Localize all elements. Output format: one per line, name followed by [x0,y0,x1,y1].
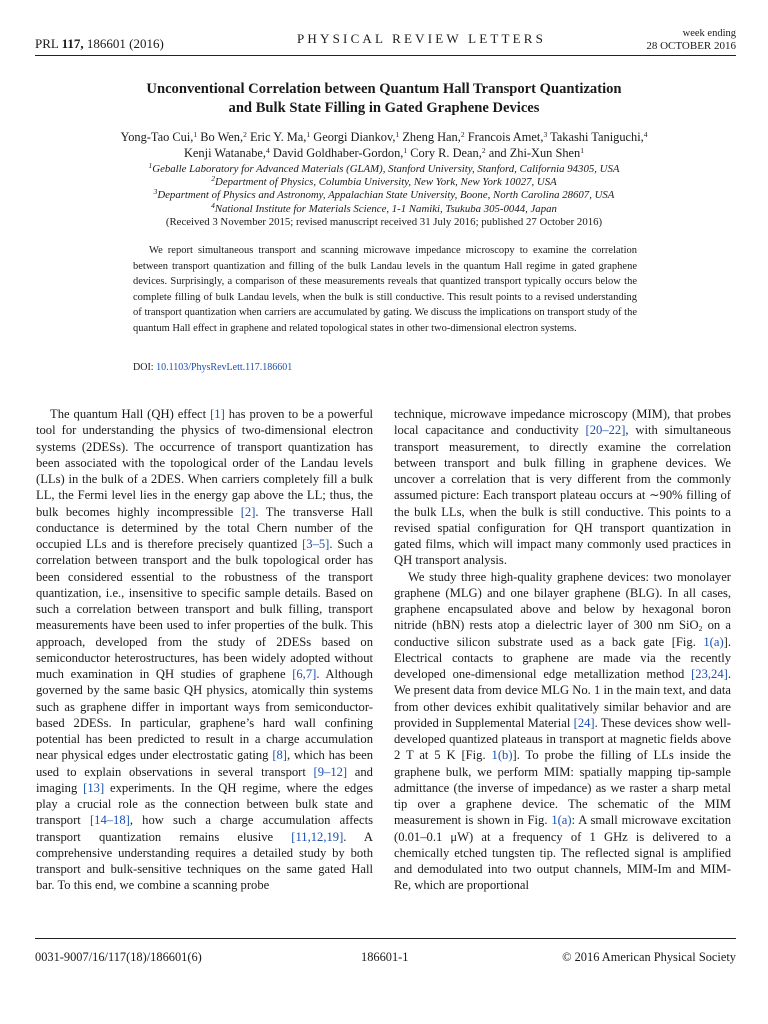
affiliation: $^2$Department of Physics, Columbia University, New York, New York 10027, USA [211,174,557,189]
reference-link[interactable]: [3–5] [302,537,330,551]
title-line-1: Unconventional Correlation between Quantum Hall Transport Quantization [146,81,622,97]
header-rule [35,55,736,56]
title-line-2: and Bulk State Filling in Gated Graphene Devices [228,100,540,116]
running-header [35,28,736,54]
authors-line-1: Yong-Tao Cui,$^1$ Bo Wen,$^2$ Eric Y. Ma,$^1$ Georgi Diankov,$^1$ Zheng Han,$^2$ Francois Amet,$^3$ Takashi Taniguchi,$^4$ [120,130,648,144]
author: Georgi Diankov, [313,130,396,144]
author: Cory R. Dean, [410,145,482,160]
author: Takashi Taniguchi, [550,130,644,144]
author: Yong-Tao Cui, [120,130,194,144]
author: and Zhi-Xun Shen [488,145,581,160]
reference-link[interactable]: [1] [210,407,225,421]
affiliation: $^4$National Institute for Materials Science, 1-1 Namiki, Tsukuba 305-0044, Japan [211,200,557,215]
journal-name: PHYSICAL REVIEW LETTERS [297,31,547,46]
paragraph: technique, microwave impedance microscopy (MIM), that probes local capacitance and conductivity [20–22], with simultaneous transport measurement, to directly examine the correlation between transport and bulk filling in graphene devices. We uncover a correlation that is very different from the commonly assumed picture: Each transport plateau occurs at ∼90% filling of the bulk LLs, when the bulk is still conductive. This points to a revised spatial configuration for QH transport quantization in gated films, which will impact many commonly used practices in QH transport analysis. [394,407,731,568]
figure-link[interactable]: 1(a) [703,634,724,649]
footer-rule [35,938,736,939]
affiliations [40,163,728,229]
author: Kenji Watanabe, [183,145,267,160]
doi-link[interactable]: 10.1103/PhysRevLett.117.186601 [156,362,293,373]
citation: PRL 117, 186601 (2016) [35,36,164,51]
affiliation: $^3$Department of Physics and Astronomy, Appalachian State University, Boone, North Carolina 28607, USA [153,187,615,202]
week-date: 28 OCTOBER 2016 [646,40,736,52]
author-list [40,130,728,161]
body-column-right [394,406,731,894]
author: Francois Amet, [467,130,544,144]
reference-link[interactable]: [2] [240,504,256,519]
figure-link[interactable]: 1(a) [551,813,572,828]
copyright: © 2016 American Physical Society [562,950,736,964]
issue-date [646,28,736,52]
body-column-left [36,406,373,894]
reference-link[interactable]: [24] [573,715,595,730]
paragraph: We study three high-quality graphene devices: two monolayer graphene (MLG) and one bilayer graphene (BLG). In all cases, graphene encapsulated above and below by hexagonal boron nitride (hBN) rests atop a dielectric layer of 300 nm SiO$_2$ on a conductive silicon substrate used as a back gate [Fig. 1(a)]. Electrical contacts to graphene are made via the recently developed one-dimensional edge metallization method [23,24]. We present data from device MLG No. 1 in the main text, and data from other devices exhibit qualitatively similar behavior and are provided in Supplemental Material [24]. These devices show well-developed quantized plateaus in transport at magnetic fields above 2 T at 5 K [Fig. 1(b)]. To probe the filling of LLs inside the graphene bulk, we perform MIM: spatially mapping tip-sample admittance (the inverse of impedance) as we raster a sharp metal tip over a graphene device. The schematic of the MIM measurement is shown in Fig. 1(a): A small microwave excitation (0.01–0.1 μW) at a frequency of 1 GHz is delivered to a chemically etched tungsten tip. The reflected signal is amplified and demodulated into two output channels, MIM-Im and MIM-Re, which are proportional [394,569,732,893]
author: Eric Y. Ma, [249,130,307,144]
article-code: 0031-9007/16/117(18)/186601(6) [35,950,202,964]
page-footer [35,950,736,968]
paper-title [40,80,728,118]
author: Zheng Han, [402,130,461,144]
reference-link[interactable]: [9–12] [313,764,348,779]
reference-link[interactable]: [14–18] [89,813,130,828]
author: David Goldhaber-Gordon, [272,145,404,160]
reference-link[interactable]: [13] [83,780,105,795]
figure-link[interactable]: 1(b) [491,748,513,763]
reference-link[interactable]: [11,12,19] [291,829,344,844]
doi-label: DOI: [133,362,154,373]
reference-link[interactable]: [23,24] [691,667,728,681]
doi-line [133,362,292,373]
reference-link[interactable]: [20–22] [585,423,626,438]
affiliation: $^1$Geballe Laboratory for Advanced Materials (GLAM), Stanford University, Stanford, California 94305, USA [148,161,620,175]
year: (2016) [129,36,164,51]
authors-line-2: Kenji Watanabe,$^4$ David Goldhaber-Gordon,$^1$ Cory R. Dean,$^2$ and Zhi-Xun Shen$^1$ [183,145,585,160]
author: Bo Wen, [200,130,244,144]
volume: 117 [61,36,81,51]
reference-link[interactable]: [8] [272,748,287,763]
reference-link[interactable]: [6,7] [292,667,317,681]
page-number: 186601-1 [361,950,409,964]
paragraph: The quantum Hall (QH) effect [1] has proven to be a powerful tool for understanding the physics of two-dimensional electron systems (2DESs). The occurrence of transport quantization has been associated with the topological order of the Landau levels (LLs) in the bulk of a 2DES. When carriers completely fill a bulk LL, the Fermi level lies in the energy gap above the LL; thus, the bulk becomes highly incompressible [2]. The transverse Hall conductance is determined by the total Chern number of the occupied LLs and is therefore precisely quantized [3–5]. Such a correlation between transport and the bulk topological order has been considered essential to the robustness of the transport quantization, i.e., insensitive to specific sample details. Based on such a correlation between transport and bulk filling, transport measurements have been used to infer properties of the bulk. This approach, developed from the study of 2DESs based on semiconductor heterostructures, has been widely adopted without much examination in QH studies of graphene [6,7]. Although governed by the same basic QH physics, atomically thin systems such as graphene differ in important ways from semiconductor-based 2DESs. In particular, graphene’s hard wall confining potential has been predicted to result in a charge accumulation near physical edges under electrostatic gating [8], which has been used to explain observations in several transport [9–12] and imaging [13] experiments. In the QH regime, where the edges play a crucial role as the connection between bulk state and transport [14–18], how such a charge accumulation affects transport quantization remains elusive [11,12,19]. A comprehensive understanding requires a detailed study by both transport and bulk-sensitive techniques on the same gated Hall bar. To this end, we combine a scanning probe [36,407,373,893]
abstract [133,243,637,337]
abstract-text: We report simultaneous transport and scanning microwave impedance microscopy to examine the correlation between transport quantization and filling of the bulk Landau levels in the quantum Hall regime in gated graphene devices. Surprisingly, a comparison of these measurements reveals that quantized transport typically occurs below the complete filling of bulk Landau levels, when the bulk is still conductive. This result points to a revised understanding of transport quantization when carriers are accumulated by gating. We discuss the implications on transport study of the quantum Hall effect in graphene and related topological states in other two-dimensional electron systems. [133,245,637,334]
journal-abbrev: PRL [35,36,59,51]
week-label: week ending [682,28,736,39]
received-dates: (Received 3 November 2015; revised manuscript received 31 July 2016; published 27 October 2016) [165,215,603,228]
article-number: 186601 [86,36,126,51]
